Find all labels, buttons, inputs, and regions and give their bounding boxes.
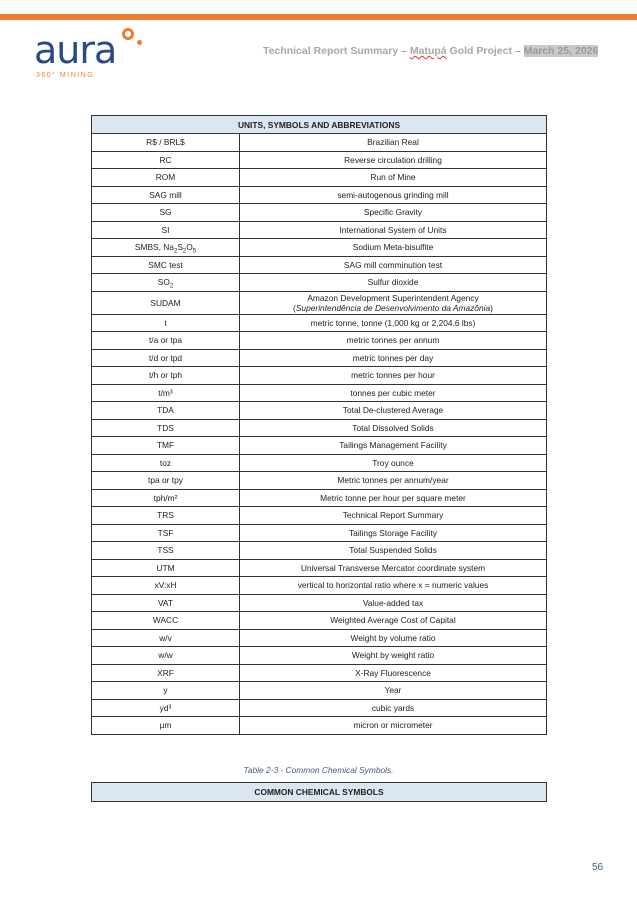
symbol-cell: TSF (92, 524, 240, 542)
meaning-cell: Weight by weight ratio (240, 647, 547, 665)
meaning-cell: Sulfur dioxide (240, 274, 547, 292)
logo-dot-icon (137, 40, 142, 45)
logo-ring-icon (122, 28, 134, 40)
table-header-row (92, 116, 547, 134)
symbol-part: SO (157, 277, 170, 288)
meaning-cell (240, 291, 547, 314)
meaning-cell: SAG mill comminution test (240, 256, 547, 274)
symbol-cell: xV:xH (92, 577, 240, 595)
symbol-cell: UTM (92, 559, 240, 577)
meaning-cell: metric tonnes per day (240, 349, 547, 367)
symbol-part: 2 (173, 248, 178, 255)
symbol-cell: TDA (92, 402, 240, 420)
symbol-cell: tph/m² (92, 489, 240, 507)
table-row (92, 402, 547, 420)
table-row (92, 437, 547, 455)
meaning-cell: Technical Report Summary (240, 507, 547, 525)
meaning-cell: Specific Gravity (240, 204, 547, 222)
symbol-cell: WACC (92, 612, 240, 630)
table-row (92, 239, 547, 257)
meaning-cell: metric tonne, tonne (1,000 kg or 2,204.6 lbs) (240, 314, 547, 332)
table-caption: Table 2-3 - Common Chemical Symbols. (243, 765, 394, 775)
table-row (92, 472, 547, 490)
meaning-cell: Year (240, 682, 547, 700)
meaning-cell: Reverse circulation drilling (240, 151, 547, 169)
symbol-part: SMBS, Na (134, 242, 174, 253)
meaning-cell: Total De-clustered Average (240, 402, 547, 420)
symbol-cell: RC (92, 151, 240, 169)
meaning-cell: semi-autogenous grinding mill (240, 186, 547, 204)
table-row (92, 256, 547, 274)
symbol-cell: XRF (92, 664, 240, 682)
units-table-title: UNITS, SYMBOLS AND ABBREVIATIONS (92, 116, 547, 134)
meaning-cell: International System of Units (240, 221, 547, 239)
meaning-cell: Weighted Average Cost of Capital (240, 612, 547, 630)
table-row (92, 384, 547, 402)
table-row (92, 367, 547, 385)
meaning-cell: micron or micrometer (240, 717, 547, 735)
meaning-cell: Sodium Meta-bisulfite (240, 239, 547, 257)
symbol-cell: y (92, 682, 240, 700)
symbol-cell: w/w (92, 647, 240, 665)
header-title-mid: Gold Project – (446, 45, 524, 57)
table-row (92, 594, 547, 612)
symbol-cell: SMC test (92, 256, 240, 274)
table-row (92, 419, 547, 437)
symbol-cell: TDS (92, 419, 240, 437)
page-number: 56 (592, 862, 604, 873)
symbol-part: 2 (182, 248, 187, 255)
meaning-cell: vertical to horizontal ratio where x = numeric values (240, 577, 547, 595)
symbol-cell: t/a or tpa (92, 332, 240, 350)
meaning-cell: Metric tonne per hour per square meter (240, 489, 547, 507)
symbol-cell: SAG mill (92, 186, 240, 204)
table-row (92, 524, 547, 542)
symbol-cell: SI (92, 221, 240, 239)
header-title-project: Matupá (409, 45, 447, 57)
meaning-cell: Troy ounce (240, 454, 547, 472)
table-row (92, 559, 547, 577)
symbol-cell: t (92, 314, 240, 332)
table-row (92, 489, 547, 507)
symbol-cell: VAT (92, 594, 240, 612)
symbol-cell: SG (92, 204, 240, 222)
symbol-cell (92, 274, 240, 292)
table-row (92, 291, 547, 314)
meaning-cell: Run of Mine (240, 169, 547, 187)
table-row (92, 151, 547, 169)
meaning-cell: Total Dissolved Solids (240, 419, 547, 437)
symbol-cell: SUDAM (92, 291, 240, 314)
table-row (92, 577, 547, 595)
table-row (92, 717, 547, 735)
symbol-cell: t/h or tph (92, 367, 240, 385)
symbol-part: 5 (192, 248, 197, 255)
symbol-cell: tpa or tpy (92, 472, 240, 490)
symbol-part: 2 (169, 283, 174, 290)
symbol-cell: w/v (92, 629, 240, 647)
symbol-cell: µm (92, 717, 240, 735)
table-row (92, 186, 547, 204)
meaning-cell: Total Suspended Solids (240, 542, 547, 560)
meaning-cell: Weight by volume ratio (240, 629, 547, 647)
symbol-part: S (177, 242, 183, 253)
header-accent-bar (0, 14, 637, 20)
table-row (92, 274, 547, 292)
table-row (92, 204, 547, 222)
symbol-cell: toz (92, 454, 240, 472)
table-row (92, 629, 547, 647)
table-row (92, 134, 547, 152)
aura-logo (34, 24, 164, 84)
meaning-cell: Metric tonnes per annum/year (240, 472, 547, 490)
meaning-cell: metric tonnes per annum (240, 332, 547, 350)
symbol-cell: t/m³ (92, 384, 240, 402)
meaning-cell: Tailings Storage Facility (240, 524, 547, 542)
symbol-cell: TRS (92, 507, 240, 525)
units-table-body (92, 134, 547, 735)
logo-wordmark: aura (34, 28, 117, 72)
symbol-part: O (186, 242, 193, 253)
meaning-cell: X-Ray Fluorescence (240, 664, 547, 682)
table-row (92, 682, 547, 700)
symbol-cell: TSS (92, 542, 240, 560)
symbol-cell: R$ / BRL$ (92, 134, 240, 152)
report-header-title (263, 45, 598, 57)
symbol-cell: ROM (92, 169, 240, 187)
table-row (92, 169, 547, 187)
meaning-cell: Universal Transverse Mercator coordinate system (240, 559, 547, 577)
header-title-date: March 25, 2026 (523, 45, 599, 57)
logo-tagline: 360° MINING (36, 72, 95, 79)
table-row (92, 221, 547, 239)
symbol-cell: yd³ (92, 699, 240, 717)
table-row (92, 332, 547, 350)
table-row (92, 349, 547, 367)
meaning-cell: metric tonnes per hour (240, 367, 547, 385)
table-row (92, 314, 547, 332)
symbol-cell: t/d or tpd (92, 349, 240, 367)
meaning-line: Amazon Development Superintendent Agency (307, 292, 479, 303)
table-row (92, 664, 547, 682)
table-row (92, 454, 547, 472)
meaning-cell: Value-added tax (240, 594, 547, 612)
meaning-cell: tonnes per cubic meter (240, 384, 547, 402)
table-row (92, 507, 547, 525)
table-row (92, 647, 547, 665)
meaning-translation-text: Superintendência de Desenvolvimento da Amazônia (295, 302, 491, 313)
symbol-cell: TMF (92, 437, 240, 455)
meaning-translation: (Superintendência de Desenvolvimento da Amazônia) (293, 302, 493, 313)
table-row (92, 542, 547, 560)
symbol-cell (92, 239, 240, 257)
table-row (92, 612, 547, 630)
chemical-symbols-table-header: COMMON CHEMICAL SYMBOLS (91, 782, 547, 802)
meaning-cell: Brazilian Real (240, 134, 547, 152)
units-symbols-table (91, 115, 547, 735)
meaning-cell: cubic yards (240, 699, 547, 717)
header-title-prefix: Technical Report Summary – (263, 45, 410, 57)
meaning-cell: Tailings Management Facility (240, 437, 547, 455)
table-row (92, 699, 547, 717)
